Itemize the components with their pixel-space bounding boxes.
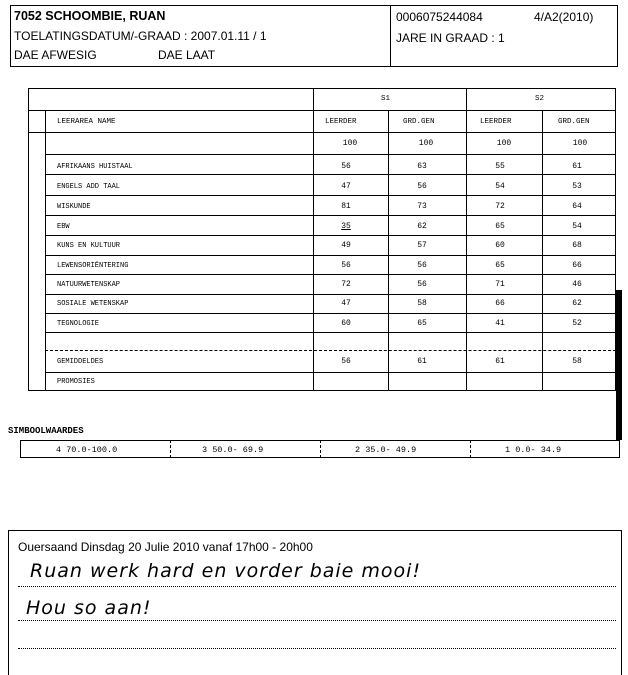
s2-grade-avg: 64	[572, 202, 582, 211]
term1-heading: S1	[381, 95, 391, 103]
s1-learner-mark: 47	[341, 299, 351, 308]
s1-grade-avg: 56	[417, 261, 427, 270]
s1-grade-avg: 56	[417, 182, 427, 191]
subject-name: TEGNOLOGIE	[57, 320, 100, 328]
s2-grade-avg: 66	[572, 261, 582, 270]
symbol-value: 4 70.0-100.0	[56, 445, 118, 455]
marks-table	[28, 88, 616, 391]
subject-name: KUNS EN KULTUUR	[57, 242, 121, 250]
s2-grade-avg: 62	[572, 299, 582, 308]
s2-grade-average: 58	[572, 357, 582, 366]
parents-evening-date: Ouersaand Dinsdag 20 Julie 2010 vanaf 17h00 - 20h00	[18, 540, 313, 554]
promotion-label: PROMOSIES	[57, 378, 95, 386]
s1-learner-mark: 49	[341, 241, 351, 250]
rule-v-s2-mid	[542, 110, 543, 391]
subject-name: WISKUNDE	[57, 203, 91, 211]
s1-grade-avg: 58	[417, 299, 427, 308]
s2-learner-mark: 54	[495, 182, 505, 191]
s1-avg-heading: GRD.GEN	[403, 118, 435, 126]
s1-learner-heading: LEERDER	[325, 118, 357, 126]
subject-col-heading: LEERAREA NAME	[57, 118, 116, 126]
s1-grade-average: 61	[417, 357, 427, 366]
rule-h5	[45, 372, 616, 373]
s2-learner-mark: 71	[495, 280, 505, 289]
s2-learner-average: 61	[495, 357, 505, 366]
s1-grade-avg: 73	[417, 202, 427, 211]
s2-grade-avg: 53	[572, 182, 582, 191]
writing-line	[18, 620, 616, 621]
handwritten-comment-line2: Hou so aan!	[26, 597, 152, 619]
symbol-value: 2 35.0- 49.9	[355, 445, 417, 455]
s1-learner-mark: 35	[341, 222, 351, 231]
s1-learner-mark: 81	[341, 202, 351, 211]
s1-grade-avg: 63	[417, 162, 427, 171]
handwritten-comment-line1: Ruan werk hard en vorder baie mooi!	[30, 560, 422, 582]
scan-mark	[616, 290, 622, 440]
years-in-grade: JARE IN GRAAD : 1	[396, 31, 505, 45]
rule-v-s1-mid	[388, 110, 389, 391]
s1-learner-mark: 72	[341, 280, 351, 289]
subject-name: AFRIKAANS HUISTAAL	[57, 163, 133, 171]
symbol-value: 3 50.0- 69.9	[202, 445, 264, 455]
max-value: 100	[572, 139, 588, 148]
s2-grade-avg: 52	[572, 319, 582, 328]
s1-learner-mark: 56	[341, 261, 351, 270]
rule-v-subject	[45, 110, 46, 391]
s1-learner-average: 56	[341, 357, 351, 366]
writing-line	[18, 648, 616, 649]
student-name: 7052 SCHOOMBIE, RUAN	[14, 9, 166, 23]
term2-heading: S2	[535, 95, 545, 103]
subject-name: SOSIALE WETENSKAP	[57, 300, 129, 308]
s2-learner-mark: 72	[495, 202, 505, 211]
writing-line	[18, 586, 616, 587]
rule-v-s1	[313, 88, 314, 391]
max-value: 100	[496, 139, 512, 148]
subject-name: NATUURWETENSKAP	[57, 281, 121, 289]
s1-learner-mark: 47	[341, 182, 351, 191]
rule-h2	[28, 132, 616, 133]
s2-learner-mark: 65	[495, 222, 505, 231]
subject-name: ENGELS ADD TAAL	[57, 183, 121, 191]
s2-learner-heading: LEERDER	[480, 118, 512, 126]
s2-grade-avg: 68	[572, 241, 582, 250]
s2-learner-mark: 41	[495, 319, 505, 328]
rule-v-s2	[466, 88, 467, 391]
days-absent-label: DAE AFWESIG	[14, 48, 97, 62]
s2-learner-mark: 60	[495, 241, 505, 250]
symbol-values-title: SIMBOOLWAARDES	[8, 426, 84, 436]
s1-learner-mark: 60	[341, 319, 351, 328]
s1-grade-avg: 56	[417, 280, 427, 289]
s2-grade-avg: 46	[572, 280, 582, 289]
s1-grade-avg: 57	[417, 241, 427, 250]
admission-date: TOELATINGSDATUM/-GRAAD : 2007.01.11 / 1	[14, 29, 267, 43]
class-code: 4/A2(2010)	[534, 10, 594, 24]
s1-grade-avg: 65	[417, 319, 427, 328]
id-number: 0006075244084	[396, 10, 483, 24]
rule-h1	[28, 110, 616, 111]
s2-avg-heading: GRD.GEN	[558, 118, 590, 126]
s1-learner-mark: 56	[341, 162, 351, 171]
rule-h3	[45, 154, 616, 155]
max-value: 100	[342, 139, 358, 148]
rule-h4	[45, 350, 616, 351]
s2-learner-mark: 66	[495, 299, 505, 308]
s2-grade-avg: 61	[572, 162, 582, 171]
average-label: GEMIDDELDES	[57, 358, 104, 366]
s2-learner-mark: 55	[495, 162, 505, 171]
subject-name: EBW	[57, 223, 70, 231]
s2-grade-avg: 54	[572, 222, 582, 231]
days-late-label: DAE LAAT	[158, 48, 216, 62]
max-value: 100	[418, 139, 434, 148]
subject-name: LEWENSORIËNTERING	[57, 262, 129, 270]
s2-learner-mark: 65	[495, 261, 505, 270]
header-divider	[390, 5, 391, 67]
symbol-value: 1 0.0- 34.9	[505, 445, 562, 455]
s1-grade-avg: 62	[417, 222, 427, 231]
